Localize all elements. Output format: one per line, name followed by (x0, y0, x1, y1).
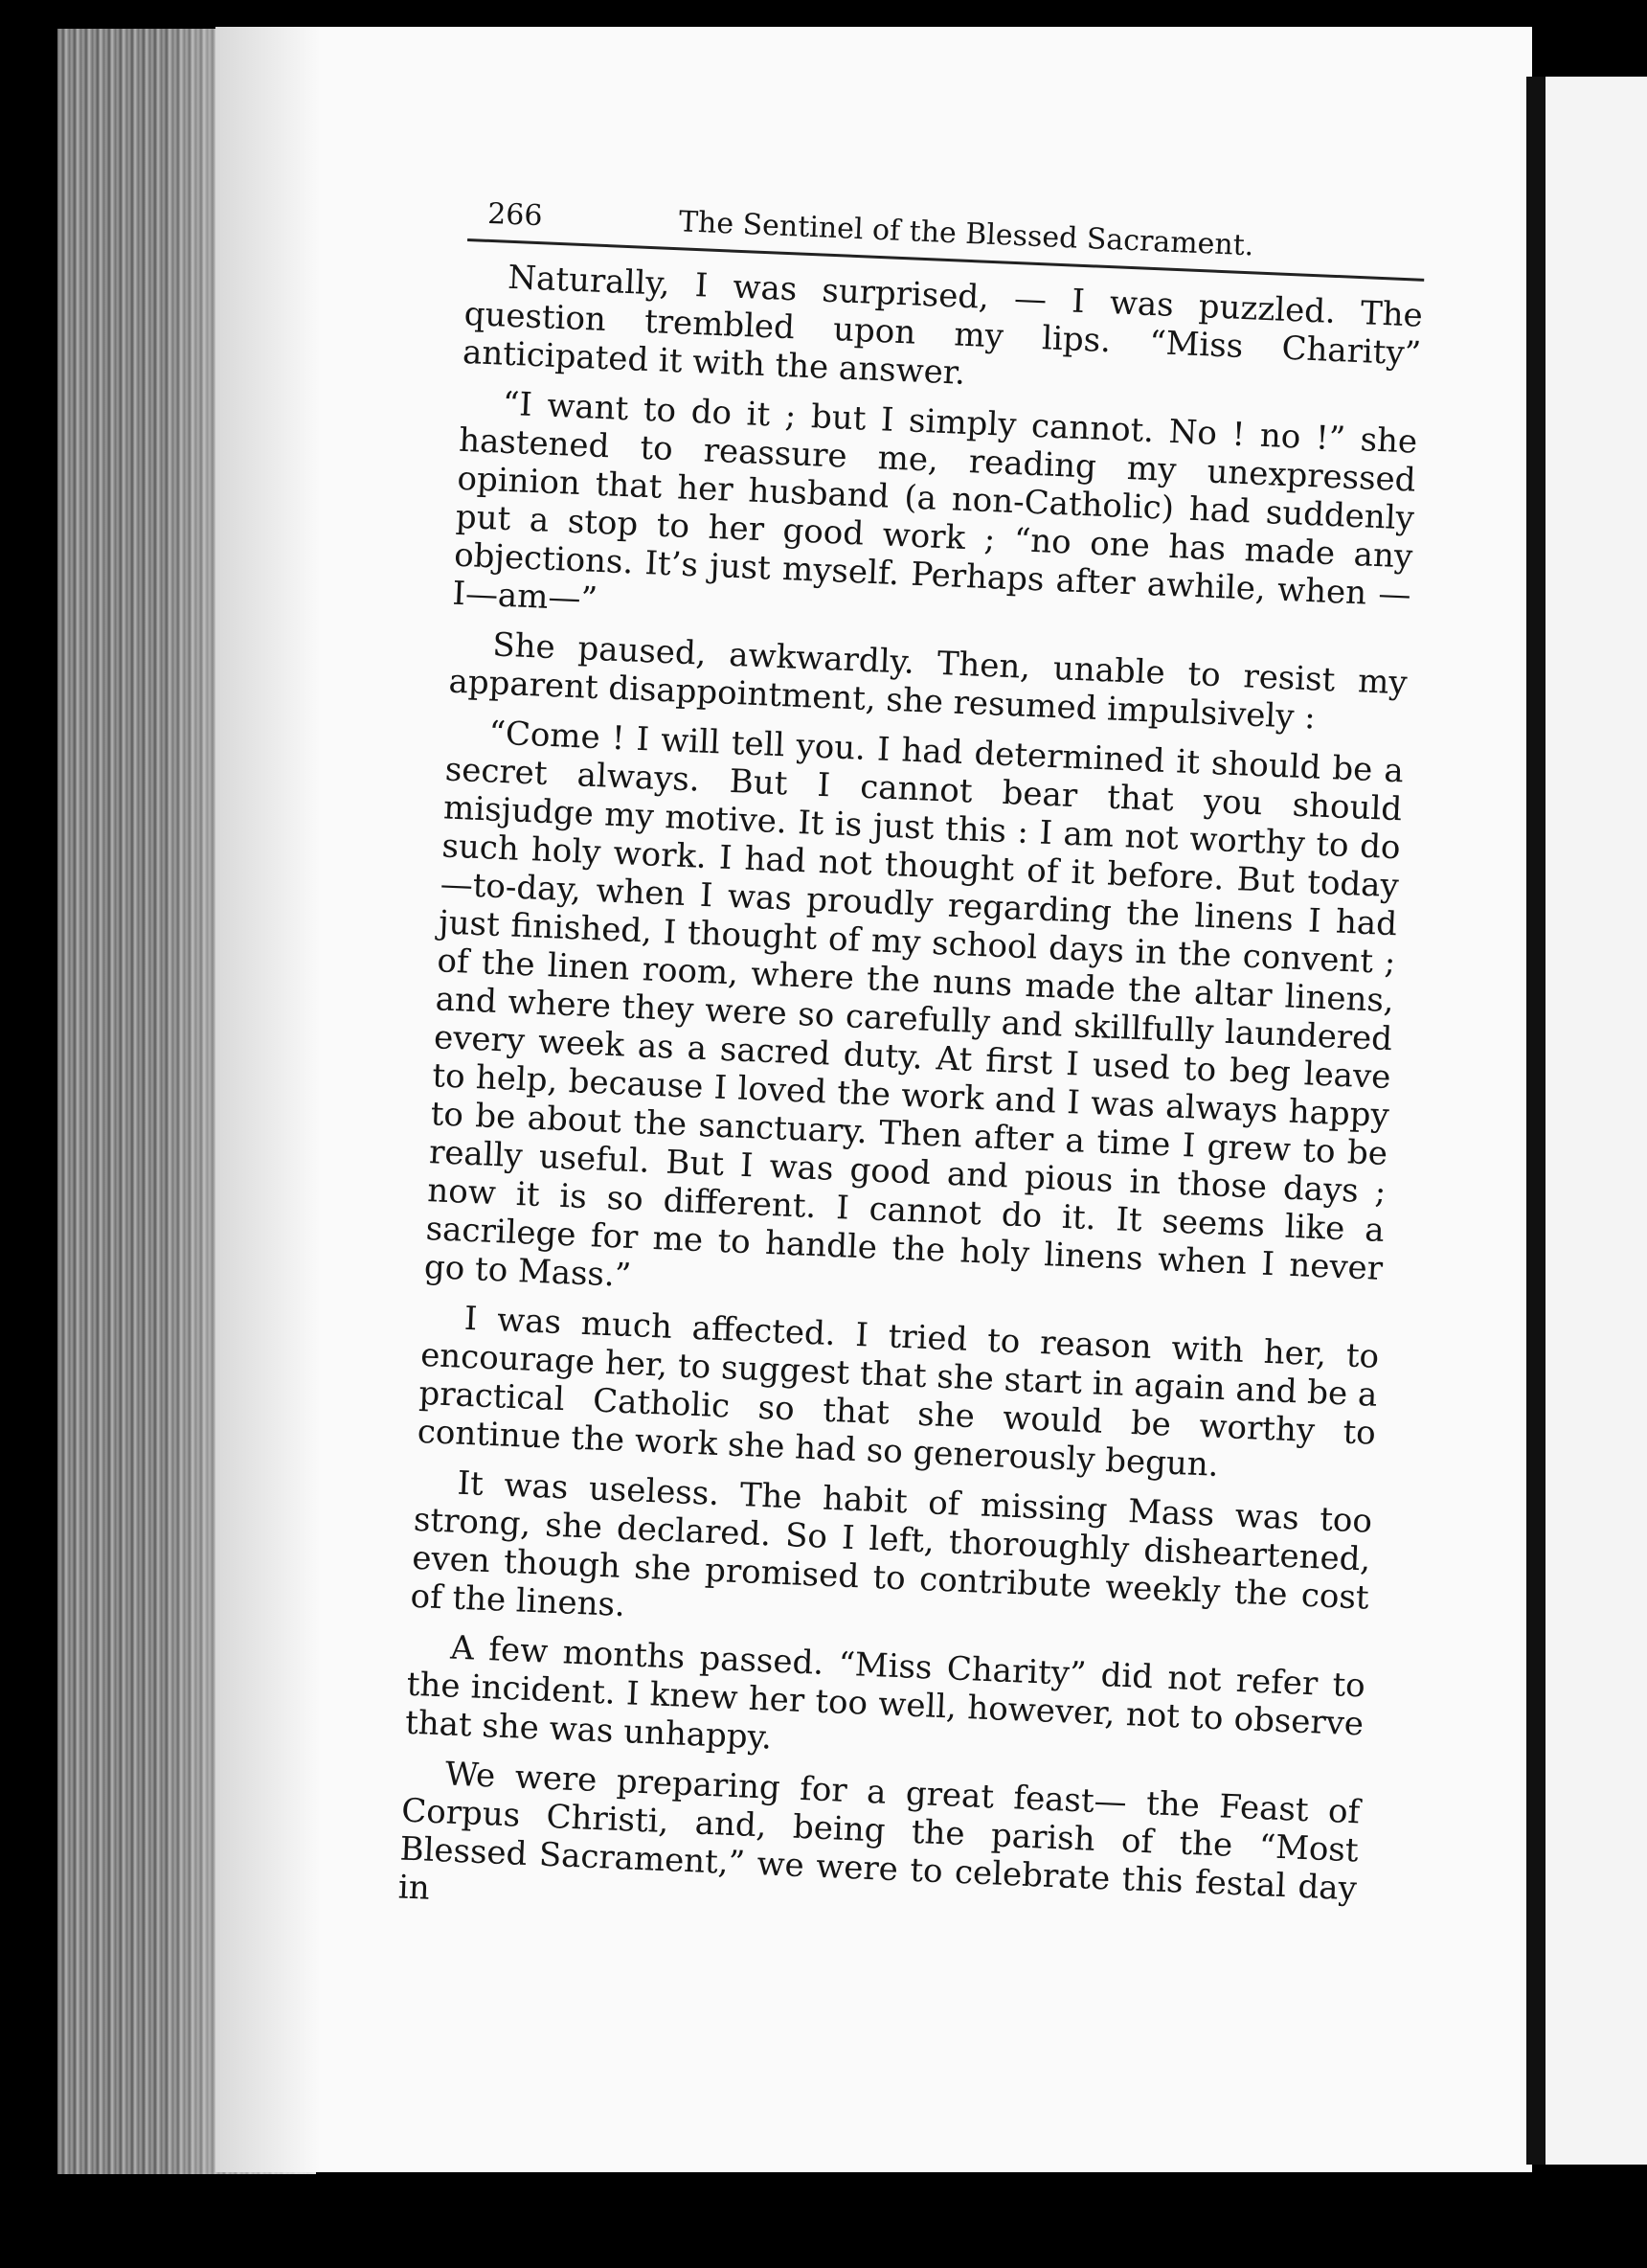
paragraph: It was useless. The habit of missing Mass was too strong, she declared. So I left, thoroughly disheartened, even though she promised to contribute weekly the cost of the linens. (409, 1463, 1373, 1625)
paragraph: “Come ! I will tell you. I had determined it should be a secret always. But I cannot bear that you should misjudge my motive. It is just this : I am not worthy to do such holy work. I had not thought of it before. But today—to-day, when I was proudly regarding the linens I had just finished, I thought of my school days in the convent ; of the linen room, where the nuns made the altar linens, and where they were so carefully and skillfully laundered every week as a sacred duty. At first I used to beg leave to help, because I loved the work and I was always happy to be about the sanctuary. Then after a time I grew to be really useful. But I was good and pious in those days ; now it is so different. I cannot do it. It seems like a sacrilege for me to handle the holy linens when I never go to Mass.” (423, 714, 1405, 1296)
paragraph: We were preparing for a great feast— the Feast of Corpus Christi, and, being the parish of the “Most Blessed Sacrament,” we were to celebrate this festal day in (397, 1755, 1361, 1909)
paragraph: I was much affected. I tried to reason with her, to encourage her, to suggest that she start in again and be a practical Catholic so that she would be worthy to continue the work she had so generously begun. (417, 1299, 1380, 1485)
page-text-block (397, 196, 1426, 1958)
facing-page-gutter (1526, 77, 1545, 2165)
page-gutter-shadow (215, 27, 321, 2172)
paragraph: “I want to do it ; but I simply cannot. No ! no !” she hastened to reassure me, reading my unexpressed opinion that her husband (a non-Catholic) had suddenly put a stop to her good work ; “no one has made any objections. It’s just myself. Perhaps after awhile, when —I—am—” (451, 384, 1418, 619)
paragraph: She paused, awkwardly. Then, unable to resist my apparent disappointment, she resumed impulsively : (447, 625, 1409, 737)
paragraph: Naturally, I was surprised, — I was puzzled. The question trembled upon my lips. “Miss Charity” anticipated it with the answer. (462, 258, 1424, 393)
paragraph: A few months passed. “Miss Charity” did not refer to the incident. I knew her too well, however, not to observe that she was unhappy. (404, 1628, 1366, 1758)
facing-page (1545, 77, 1647, 2165)
running-title: The Sentinel of the Blessed Sacrament. (678, 205, 1255, 263)
page-number: 266 (486, 196, 544, 234)
